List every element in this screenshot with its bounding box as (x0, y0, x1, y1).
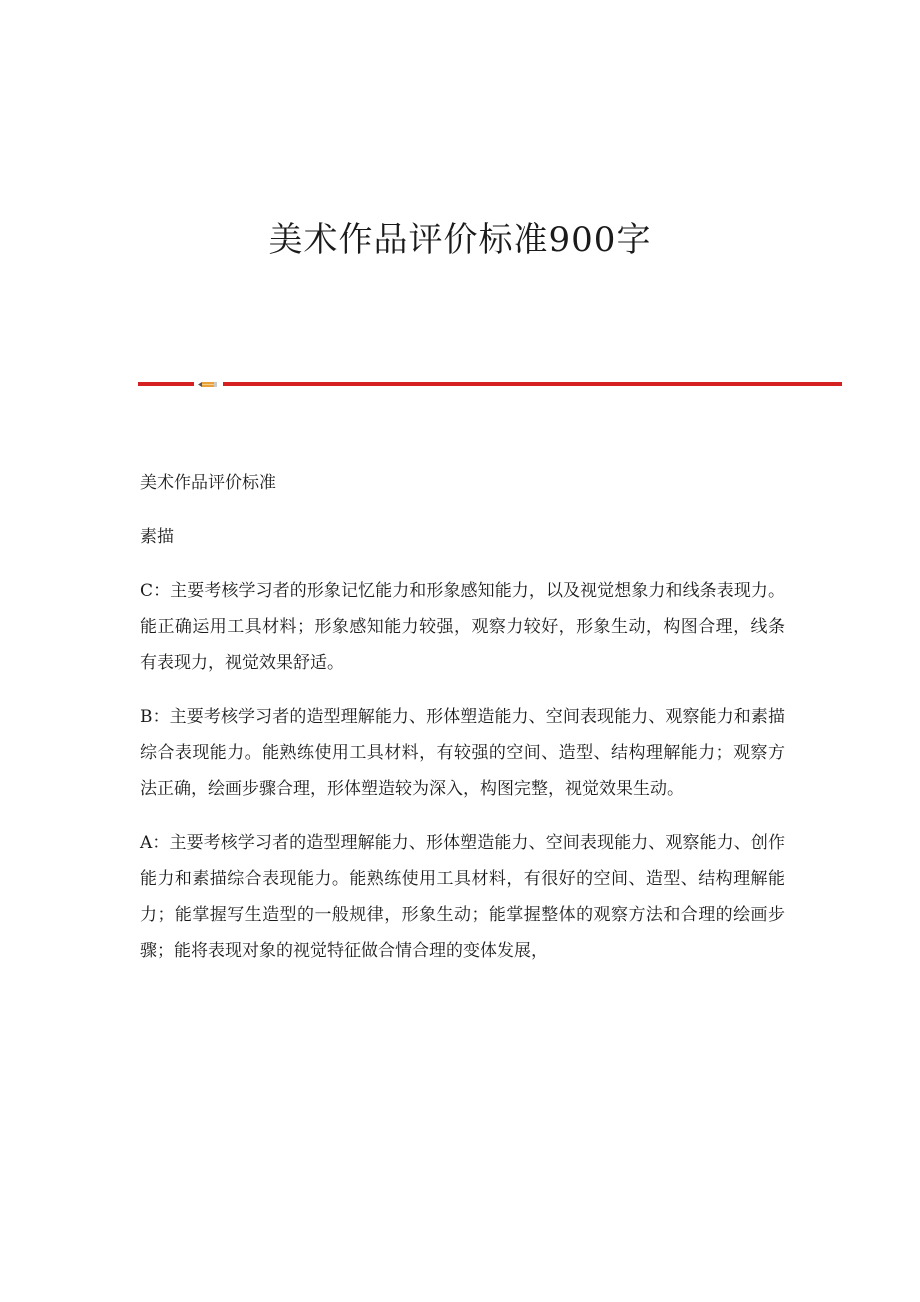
divider-bar-left (138, 382, 194, 386)
grade-a-paragraph: A：主要考核学习者的造型理解能力、形体塑造能力、空间表现能力、观察能力、创作能力和素描综合表现能力。能熟练使用工具材料，有很好的空间、造型、结构理解能力；能掌握写生造型的一般规律，形象生动；能掌握整体的观察方法和合理的绘画步骤；能将表现对象的视觉特征做合情合理的变体发展， (140, 833, 785, 961)
grade-c-paragraph: C：主要考核学习者的形象记忆能力和形象感知能力，以及视觉想象力和线条表现力。能正确运用工具材料；形象感知能力较强，观察力较好，形象生动，构图合理，线条有表现力，视觉效果舒适。 (140, 581, 785, 673)
document-title: 美术作品评价标准900字 (268, 220, 652, 260)
section-subheading-sketch: 素描 (140, 527, 174, 547)
document-body (140, 465, 785, 987)
grade-b-paragraph: B：主要考核学习者的造型理解能力、形体塑造能力、空间表现能力、观察能力和素描综合表现能力。能熟练使用工具材料，有较强的空间、造型、结构理解能力；观察方法正确，绘画步骤合理，形体塑造较为深入，构图完整，视觉效果生动。 (140, 707, 785, 799)
title-divider (138, 381, 842, 387)
section-heading: 美术作品评价标准 (140, 473, 276, 493)
pencil-icon (198, 381, 218, 388)
divider-bar-right (223, 382, 842, 386)
